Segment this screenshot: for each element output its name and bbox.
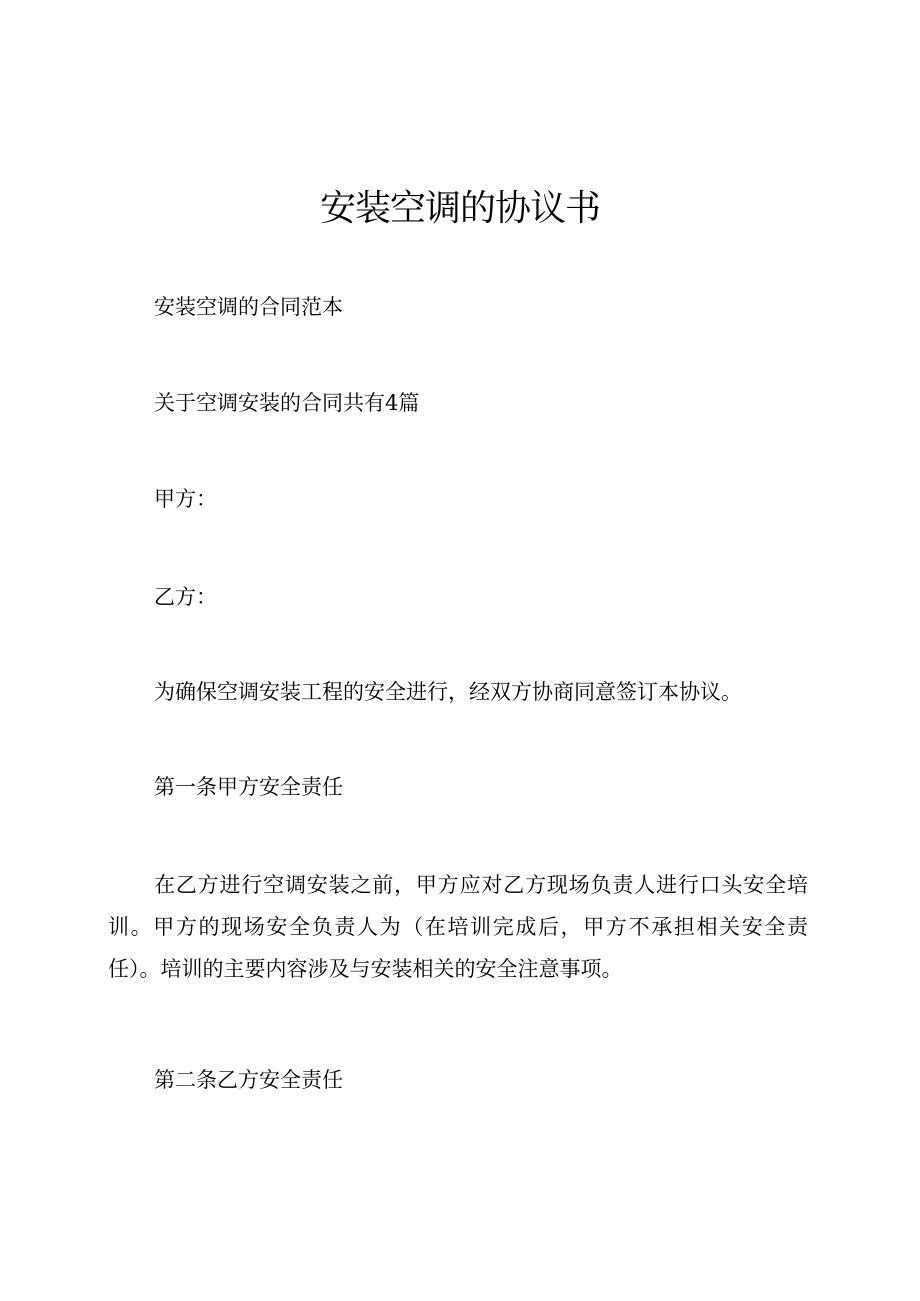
document-title: 安装空调的协议书: [319, 188, 600, 229]
paragraph-party-a: 甲方：: [154, 487, 217, 511]
paragraph-party-b: 乙方：: [154, 585, 217, 609]
paragraph-purpose: 为确保空调安装工程的安全进行，经双方协商同意签订本协议。: [154, 680, 742, 704]
heading-article-2: 第二条乙方安全责任: [154, 1068, 343, 1092]
paragraph-article-1-body: 在乙方进行空调安装之前，甲方应对乙方现场负责人进行口头安全培训。甲方的现场安全负责人为（在培训完成后，甲方不承担相关安全责任）。培训的主要内容涉及与安装相关的安全注意事项。: [108, 873, 808, 981]
paragraph-contract-count: 关于空调安装的合同共有4篇: [154, 391, 420, 415]
paragraph-contract-template: 安装空调的合同范本: [154, 295, 343, 319]
heading-article-1: 第一条甲方安全责任: [154, 775, 343, 799]
